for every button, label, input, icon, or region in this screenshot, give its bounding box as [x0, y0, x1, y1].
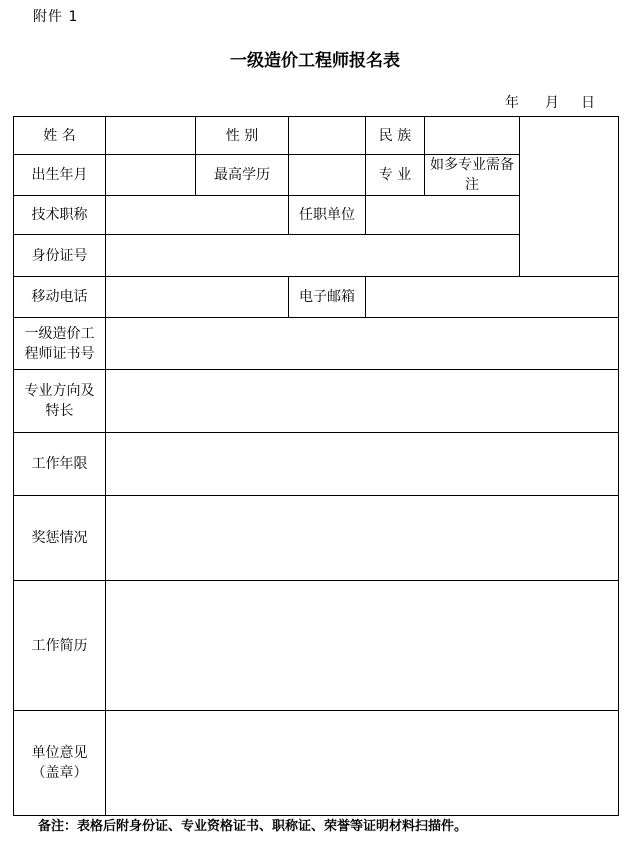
table-row	[14, 318, 619, 370]
label-gender: 性 别	[196, 117, 289, 155]
field-id-number[interactable]	[106, 235, 520, 277]
label-unit-opinion	[14, 711, 106, 816]
table-row	[14, 496, 619, 581]
field-awards[interactable]	[106, 496, 619, 581]
label-specialty	[14, 370, 106, 433]
label-certificate	[14, 318, 106, 370]
label-unit-opinion-line1: 单位意见	[31, 745, 88, 761]
label-major: 专 业	[366, 155, 425, 196]
label-title: 技术职称	[14, 196, 106, 235]
attachment-label: 附件 1	[33, 9, 79, 25]
label-email: 电子邮箱	[289, 277, 366, 318]
field-work-years[interactable]	[106, 433, 619, 496]
table-row	[14, 711, 619, 816]
registration-form-table	[13, 116, 619, 816]
photo-cell[interactable]	[520, 117, 619, 277]
table-row	[14, 370, 619, 433]
label-awards: 奖惩情况	[14, 496, 106, 581]
field-certificate[interactable]	[106, 318, 619, 370]
label-education: 最高学历	[196, 155, 289, 196]
label-certificate-line1: 一级造价工	[24, 325, 95, 342]
field-major-note[interactable]: 如多专业需备注	[425, 155, 520, 196]
field-specialty[interactable]	[106, 370, 619, 433]
label-resume: 工作简历	[14, 581, 106, 711]
field-gender[interactable]	[289, 117, 366, 155]
date-line	[505, 92, 595, 112]
label-specialty-line2: 特长	[45, 403, 74, 419]
field-birth[interactable]	[106, 155, 196, 196]
field-email[interactable]	[366, 277, 619, 318]
table-row	[14, 117, 619, 155]
date-day: 日	[581, 95, 595, 111]
label-ethnicity: 民 族	[366, 117, 425, 155]
table-row	[14, 277, 619, 318]
label-mobile: 移动电话	[14, 277, 106, 318]
label-birth: 出生年月	[14, 155, 106, 196]
field-title[interactable]	[106, 196, 289, 235]
field-employer[interactable]	[366, 196, 520, 235]
label-certificate-line2: 程师证书号	[24, 345, 95, 362]
field-resume[interactable]	[106, 581, 619, 711]
label-specialty-line1: 专业方向及	[24, 383, 95, 399]
date-month: 月	[545, 95, 559, 111]
field-mobile[interactable]	[106, 277, 289, 318]
date-year: 年	[505, 95, 519, 111]
page-title: 一级造价工程师报名表	[230, 51, 400, 71]
field-ethnicity[interactable]	[425, 117, 520, 155]
table-row	[14, 433, 619, 496]
label-id-number: 身份证号	[14, 235, 106, 277]
table-row	[14, 581, 619, 711]
footnote: 备注：表格后附身份证、专业资格证书、职称证、荣誉等证明材料扫描件。	[38, 819, 468, 834]
label-work-years: 工作年限	[14, 433, 106, 496]
field-name[interactable]	[106, 117, 196, 155]
field-unit-opinion[interactable]	[106, 711, 619, 816]
label-name: 姓 名	[14, 117, 106, 155]
label-employer: 任职单位	[289, 196, 366, 235]
field-education[interactable]	[289, 155, 366, 196]
label-unit-opinion-line2: （盖章）	[31, 765, 88, 781]
